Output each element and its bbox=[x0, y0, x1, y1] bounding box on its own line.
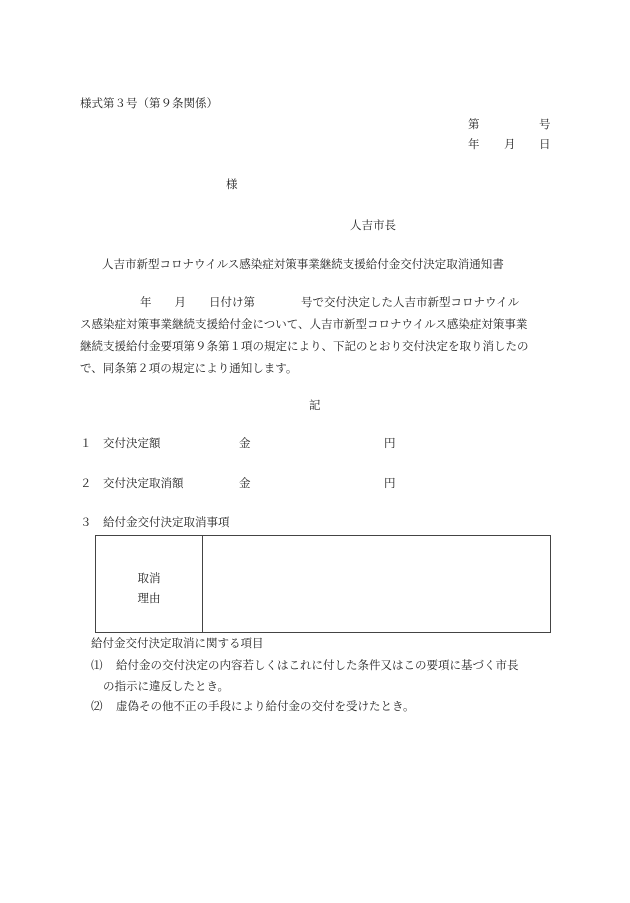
reason-label bbox=[96, 568, 202, 608]
item-label: 交付決定額 bbox=[103, 436, 161, 450]
note-text: 給付金の交付決定の内容若しくはこれに付した条件又はこの要項に基づく市長 bbox=[116, 658, 519, 672]
date-year: 年 bbox=[468, 137, 480, 151]
notes-title: 給付金交付決定取消に関する項目 bbox=[91, 636, 264, 650]
item-label: 給付金交付決定取消事項 bbox=[103, 515, 230, 529]
item-number: ３ bbox=[80, 515, 92, 529]
body-line: 年 月 日付け第 号で交付決定した人吉市新型コロナウイル bbox=[140, 295, 520, 309]
item-number: ２ bbox=[80, 476, 92, 490]
note-text: の指示に違反したとき。 bbox=[103, 679, 230, 693]
sender: 人吉市長 bbox=[350, 218, 396, 232]
document-title: 人吉市新型コロナウイルス感染症対策事業継続支援給付金交付決定取消通知書 bbox=[102, 257, 504, 271]
date-day: 日 bbox=[539, 137, 551, 151]
ki-heading: 記 bbox=[309, 398, 321, 412]
item-number: １ bbox=[80, 436, 92, 450]
date-month: 月 bbox=[504, 137, 516, 151]
item-kin: 金 bbox=[239, 476, 251, 490]
item-yen: 円 bbox=[384, 436, 396, 450]
item-yen: 円 bbox=[384, 476, 396, 490]
note-number: ⑵ bbox=[91, 699, 103, 713]
body-line: ス感染症対策事業継続支援給付金について、人吉市新型コロナウイルス感染症対策事業 bbox=[80, 317, 528, 331]
doc-number-suffix: 号 bbox=[539, 117, 551, 131]
form-id: 様式第３号（第９条関係） bbox=[80, 96, 218, 110]
doc-number-prefix: 第 bbox=[468, 117, 480, 131]
reason-divider bbox=[202, 536, 203, 632]
reason-label-line: 理由 bbox=[137, 591, 161, 605]
body-line: で、同条第２項の規定により通知します。 bbox=[80, 361, 298, 375]
item-kin: 金 bbox=[239, 436, 251, 450]
body-line: 継続支援給付金要項第９条第１項の規定により、下記のとおり交付決定を取り消したの bbox=[80, 339, 529, 353]
note-number: ⑴ bbox=[91, 658, 103, 672]
reason-table bbox=[95, 535, 551, 633]
reason-label-line: 取消 bbox=[137, 571, 161, 585]
item-label: 交付決定取消額 bbox=[103, 476, 184, 490]
addressee-suffix: 様 bbox=[226, 177, 238, 191]
note-text: 虚偽その他不正の手段により給付金の交付を受けたとき。 bbox=[116, 699, 415, 713]
body-paragraph bbox=[80, 291, 552, 379]
